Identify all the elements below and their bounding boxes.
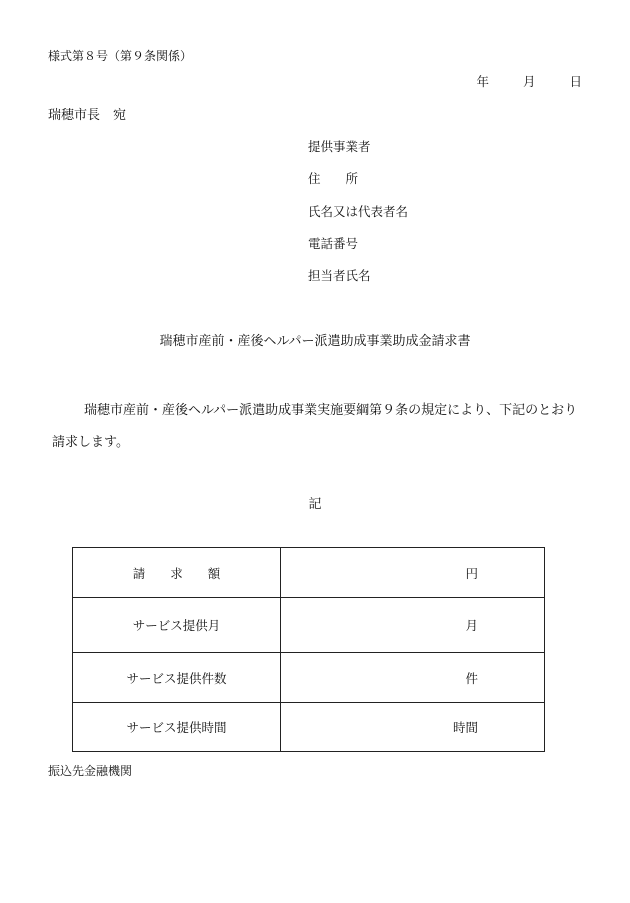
sender-field-provider: 提供事業者 bbox=[308, 139, 371, 154]
sender-field-name: 氏名又は代表者名 bbox=[308, 204, 409, 219]
date-day: 日 bbox=[569, 74, 582, 89]
service-month-label: サービス提供月 bbox=[73, 598, 281, 653]
service-hours-label: サービス提供時間 bbox=[73, 703, 281, 752]
sender-field-contact: 担当者氏名 bbox=[308, 268, 371, 283]
date-month: 月 bbox=[522, 74, 536, 89]
bank-label: 振込先金融機関 bbox=[48, 764, 133, 778]
claim-table bbox=[72, 547, 545, 752]
table-row bbox=[73, 598, 545, 653]
form-number: 様式第８号（第９条関係） bbox=[48, 49, 193, 63]
unit-label: 月 bbox=[465, 618, 478, 633]
table-row bbox=[73, 653, 545, 703]
ki-heading: 記 bbox=[308, 497, 322, 512]
body-paragraph: 瑞穂市産前・産後ヘルパー派遣助成事業実施要綱第９条の規定により、下記のとおり請求します。 bbox=[52, 403, 578, 450]
document-title: 瑞穂市産前・産後ヘルパー派遣助成事業助成金請求書 bbox=[159, 334, 471, 349]
service-month-value[interactable] bbox=[281, 598, 545, 653]
claim-amount-label: 請 求 額 bbox=[73, 548, 281, 598]
unit-label: 件 bbox=[465, 670, 478, 686]
sender-field-address: 住 所 bbox=[308, 171, 359, 186]
service-count-label: サービス提供件数 bbox=[73, 653, 281, 703]
claim-amount-value[interactable] bbox=[281, 548, 545, 598]
service-count-value[interactable] bbox=[281, 653, 545, 703]
unit-label: 時間 bbox=[452, 720, 478, 735]
unit-label: 円 bbox=[465, 565, 478, 581]
date-year: 年 bbox=[476, 74, 489, 89]
date-line bbox=[442, 72, 582, 90]
service-hours-value[interactable] bbox=[281, 703, 545, 752]
table-row bbox=[73, 548, 545, 598]
sender-field-phone: 電話番号 bbox=[308, 236, 359, 251]
table-row bbox=[73, 703, 545, 752]
addressee: 瑞穂市長 宛 bbox=[48, 108, 127, 123]
